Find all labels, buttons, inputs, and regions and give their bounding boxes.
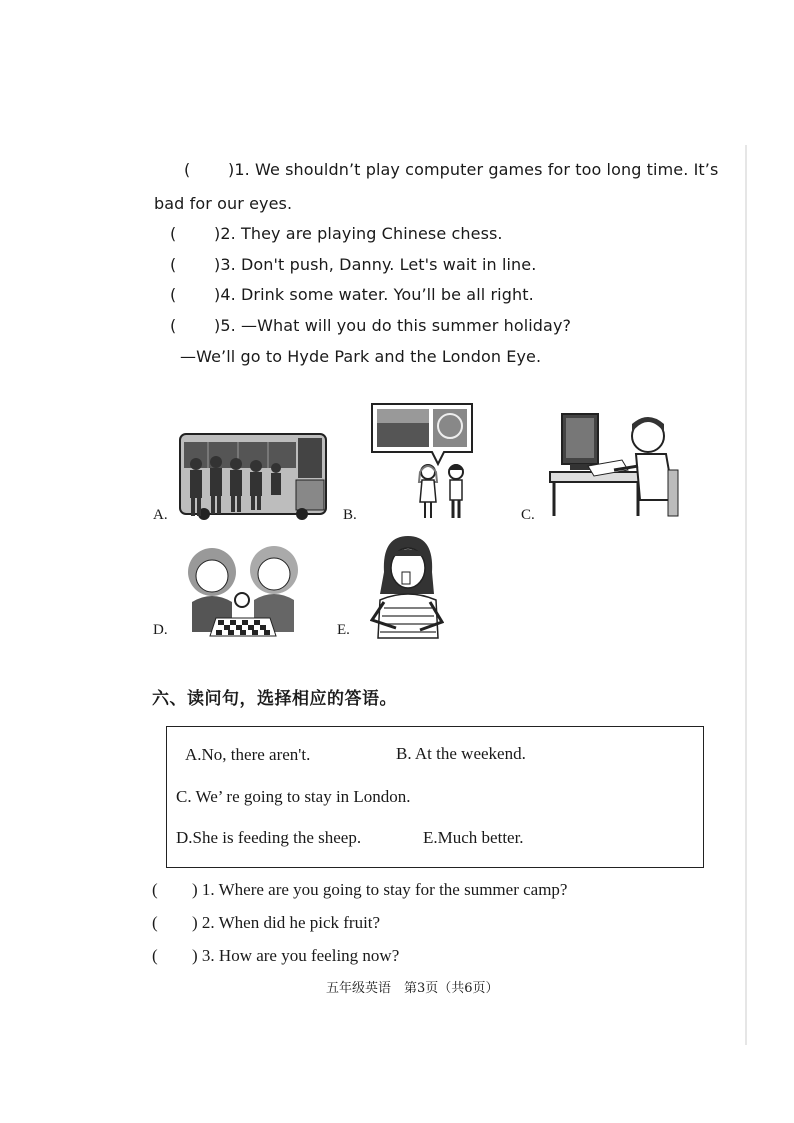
scan-edge <box>745 145 747 1045</box>
answer-blank[interactable]: ( <box>152 946 158 965</box>
picture-label-e: E. <box>337 622 350 638</box>
page-footer: 五年级英语 第3页（共6页） <box>326 981 499 996</box>
question-5-answer: —We’ll go to Hyde Park and the London Eye. <box>180 347 542 366</box>
section-six-question-1: ( ) 1. Where are you going to stay for the summer camp? <box>152 880 568 899</box>
question-2: ( )2. They are playing Chinese chess. <box>170 224 503 243</box>
option-c: C. We’ re going to stay in London. <box>176 787 411 806</box>
children-talking-picture <box>368 400 478 522</box>
answer-blank[interactable]: ( <box>170 255 177 274</box>
picture-label-c: C. <box>521 507 535 523</box>
chess-boys-picture <box>180 542 306 638</box>
question-3: ( )3. Don't push, Danny. Let's wait in line. <box>170 255 537 274</box>
option-b: B. At the weekend. <box>396 744 526 763</box>
question-5: ( )5. —What will you do this summer holiday? <box>170 316 572 335</box>
answer-blank[interactable]: ( <box>184 160 191 179</box>
question-4: ( )4. Drink some water. You’ll be all right. <box>170 285 534 304</box>
answer-blank[interactable]: ( <box>152 880 158 899</box>
answer-blank[interactable]: ( <box>170 285 177 304</box>
answer-blank[interactable]: ( <box>152 913 158 932</box>
bus-queue-picture <box>178 424 330 520</box>
picture-label-d: D. <box>153 622 168 638</box>
girl-drinking-picture <box>370 532 444 640</box>
question-1-continuation: bad for our eyes. <box>154 194 293 213</box>
option-e: E.Much better. <box>423 828 524 847</box>
answer-blank[interactable]: ( <box>170 316 177 335</box>
answer-blank[interactable]: ( <box>170 224 177 243</box>
section-six-question-3: ( ) 3. How are you feeling now? <box>152 946 400 965</box>
question-1: ( )1. We shouldn’t play computer games for too long time. It’s <box>184 160 719 179</box>
section-six-title: 六、读问句，选择相应的答语。 <box>152 689 397 709</box>
option-d: D.She is feeding the sheep. <box>176 828 362 847</box>
section-six-question-2: ( ) 2. When did he pick fruit? <box>152 913 381 932</box>
computer-boy-picture <box>548 410 688 520</box>
option-a: A.No, there aren't. <box>185 745 311 764</box>
picture-label-b: B. <box>343 507 357 523</box>
picture-label-a: A. <box>153 507 168 523</box>
